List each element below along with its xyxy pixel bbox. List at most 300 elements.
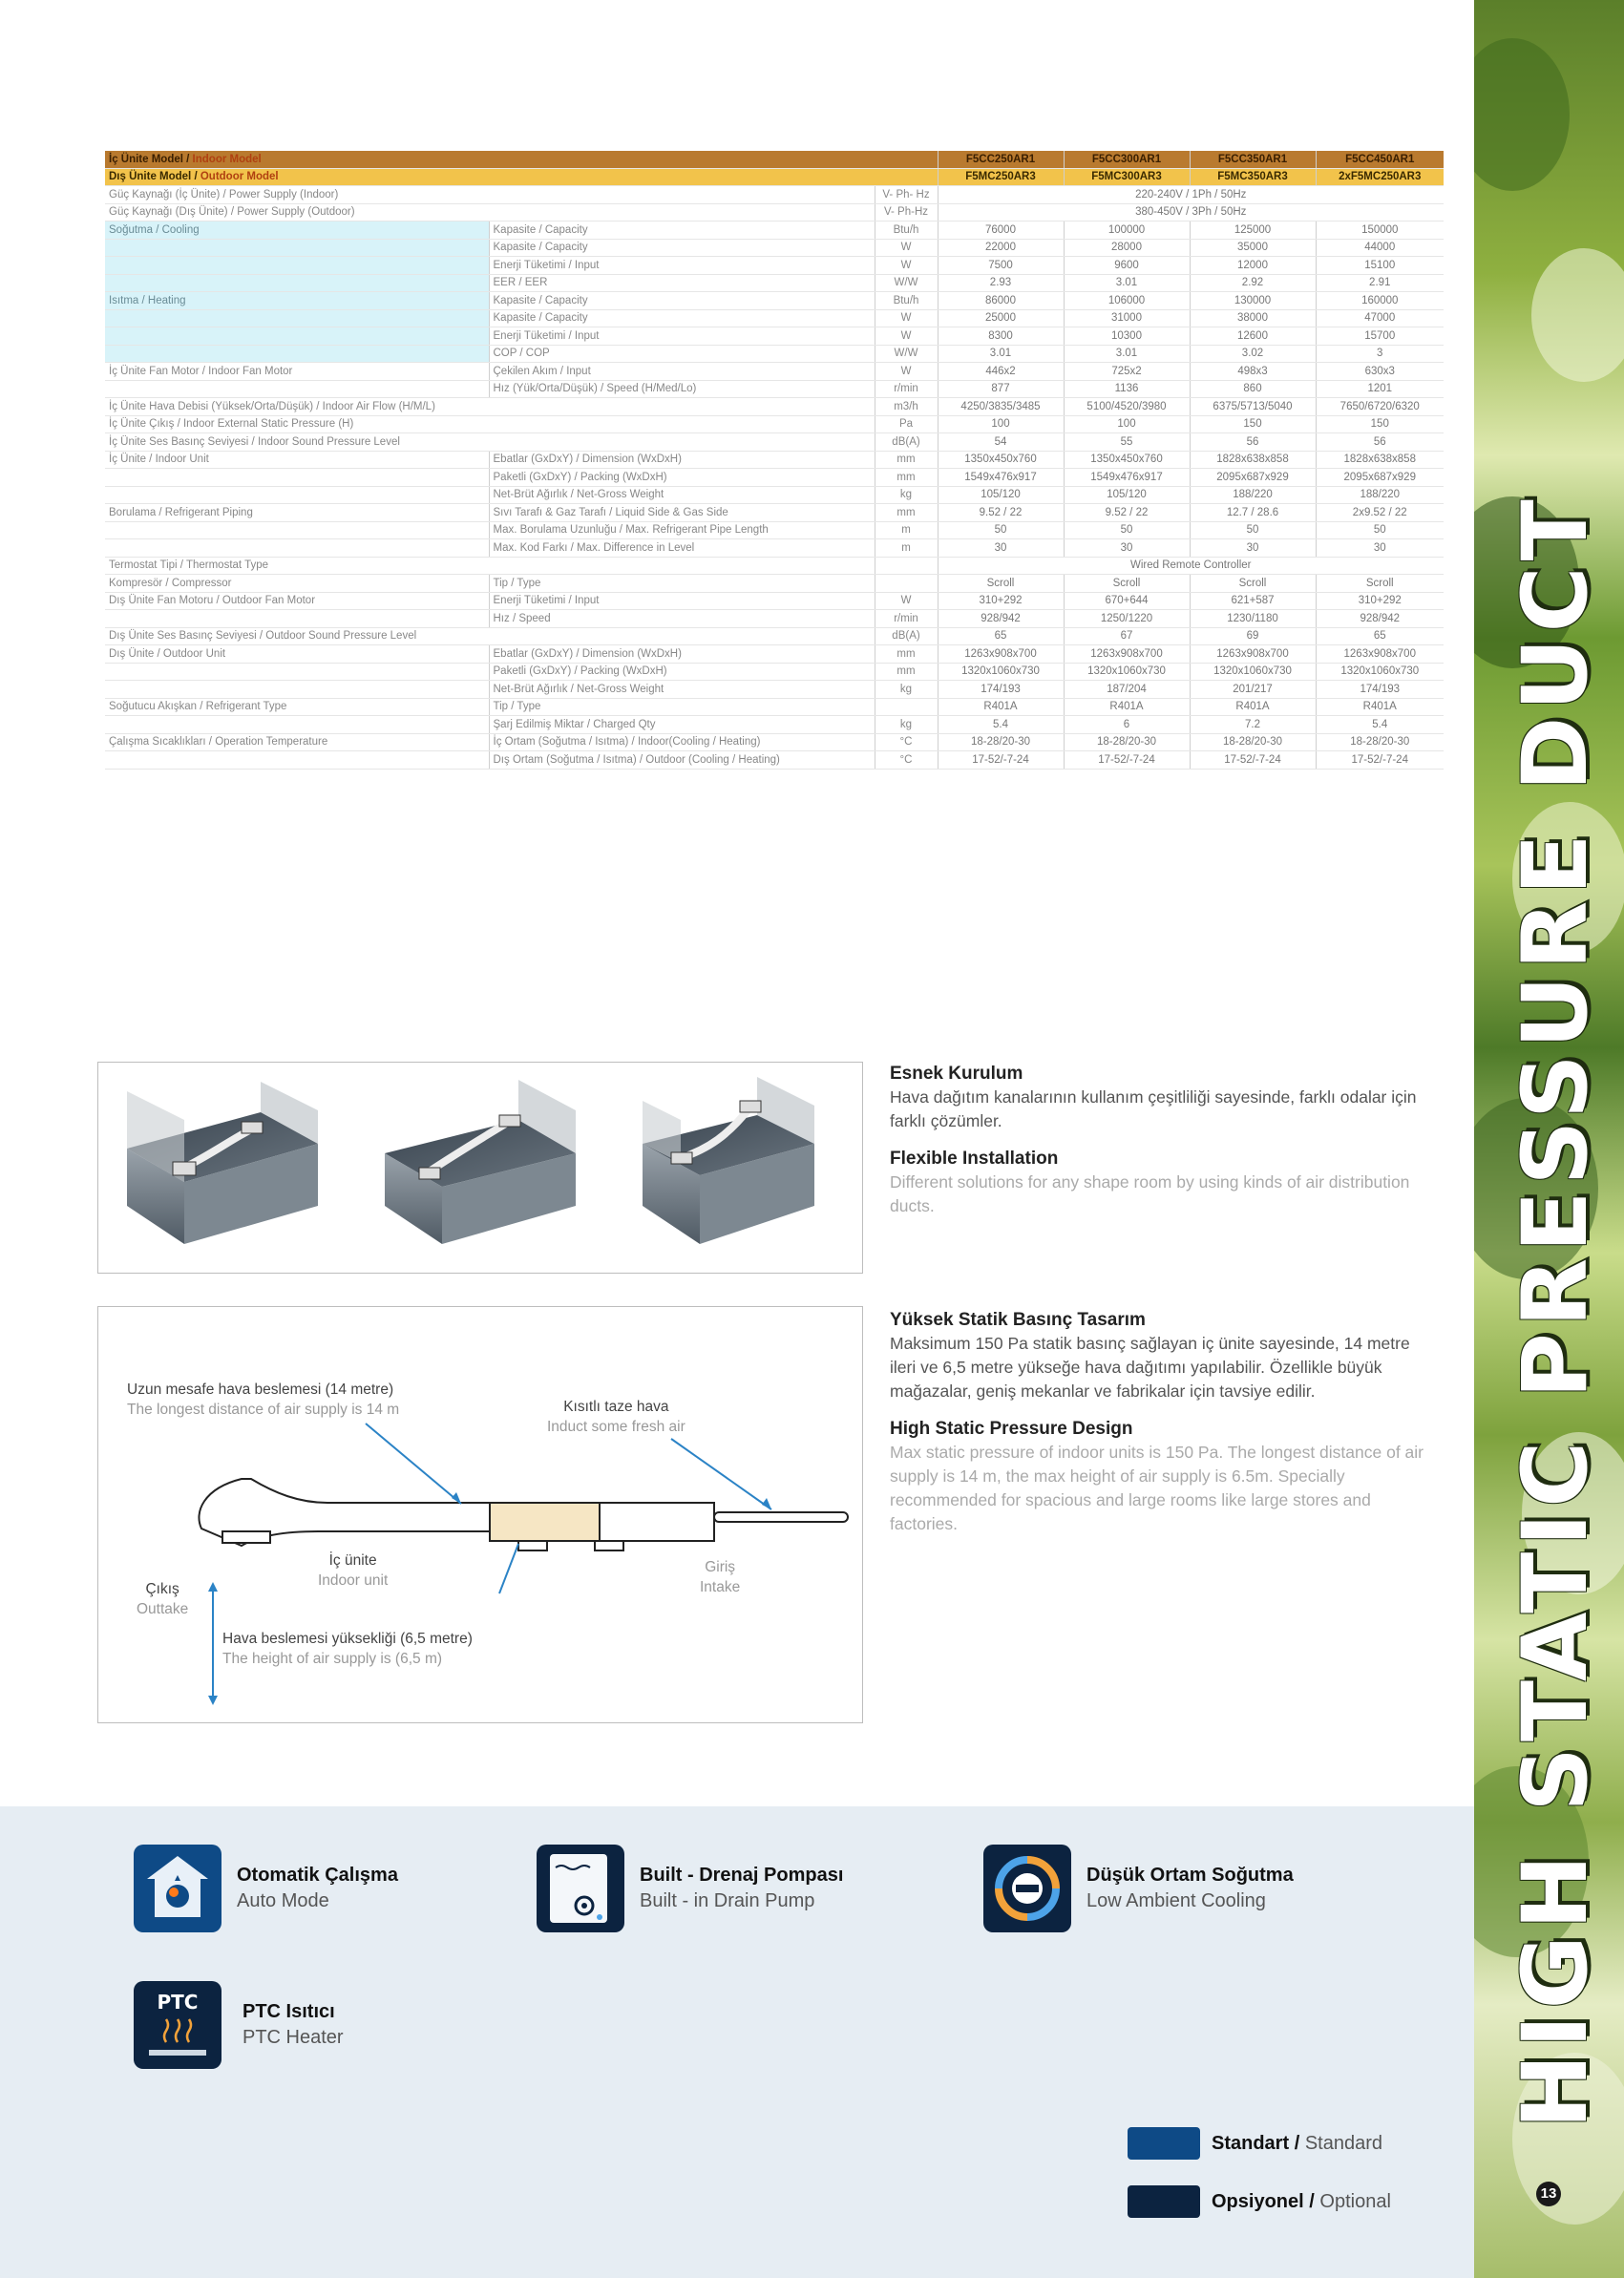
spec-unit-cell: °C bbox=[875, 733, 938, 751]
spec-value-cell: 130000 bbox=[1190, 292, 1316, 310]
indoor-model-4: F5CC450AR1 bbox=[1316, 151, 1444, 168]
spec-value-cell: 100 bbox=[938, 415, 1064, 433]
flex-text-tr: Hava dağıtım kanalarının kullanım çeşitliliği sayesinde, farklı odalar için farklı çözümler. bbox=[890, 1087, 1417, 1130]
spec-group-cell: Kompresör / Compressor bbox=[105, 575, 489, 593]
spec-param-cell: Şarj Edilmiş Miktar / Charged Qty bbox=[489, 716, 875, 734]
spec-unit-cell: W bbox=[875, 309, 938, 327]
spec-group-cell bbox=[105, 469, 489, 487]
spec-value-cell: 5.4 bbox=[1316, 716, 1444, 734]
long-distance-en: The longest distance of air supply is 14 m bbox=[127, 1402, 400, 1418]
spec-value-cell: 65 bbox=[938, 627, 1064, 645]
spec-group-cell bbox=[105, 521, 489, 539]
indoor-model-3: F5CC350AR1 bbox=[1190, 151, 1316, 168]
spec-group-cell: Dış Ünite / Outdoor Unit bbox=[105, 645, 489, 664]
spec-value-cell: 630x3 bbox=[1316, 363, 1444, 381]
spec-row bbox=[105, 716, 1444, 734]
spec-row bbox=[105, 274, 1444, 292]
spec-value-cell: 35000 bbox=[1190, 239, 1316, 257]
spec-value-cell: 310+292 bbox=[1316, 592, 1444, 610]
spec-value-cell: 160000 bbox=[1316, 292, 1444, 310]
spec-table bbox=[105, 151, 1444, 770]
spec-row bbox=[105, 221, 1444, 240]
spec-unit-cell: mm bbox=[875, 645, 938, 664]
spec-param-cell: Ebatlar (GxDxY) / Dimension (WxDxH) bbox=[489, 451, 875, 469]
spec-group-cell bbox=[105, 239, 489, 257]
intake-label bbox=[700, 1557, 740, 1597]
spec-param-cell: Max. Borulama Uzunluğu / Max. Refrigerant Pipe Length bbox=[489, 521, 875, 539]
air-height-en: The height of air supply is (6,5 m) bbox=[222, 1651, 443, 1667]
spec-value-cell: 1263x908x700 bbox=[1190, 645, 1316, 664]
spec-value-cell: 1263x908x700 bbox=[938, 645, 1064, 664]
spec-value-cell: 31000 bbox=[1064, 309, 1190, 327]
spec-value-cell: 1263x908x700 bbox=[1064, 645, 1190, 664]
spec-value-cell: 7500 bbox=[938, 257, 1064, 275]
spec-value-cell: R401A bbox=[1316, 698, 1444, 716]
duct-box-3 bbox=[643, 1077, 814, 1244]
spec-group-cell: Soğutucu Akışkan / Refrigerant Type bbox=[105, 698, 489, 716]
spec-param-cell: Kapasite / Capacity bbox=[489, 309, 875, 327]
spec-value-cell: 188/220 bbox=[1316, 486, 1444, 504]
spec-value-cell: 1828x638x858 bbox=[1316, 451, 1444, 469]
spec-value-cell: 670+644 bbox=[1064, 592, 1190, 610]
flexible-installation-illustration bbox=[97, 1062, 863, 1274]
spec-unit-cell: r/min bbox=[875, 610, 938, 628]
spec-value-cell: 30 bbox=[1316, 539, 1444, 558]
spec-param-cell: Tip / Type bbox=[489, 575, 875, 593]
spec-group-cell bbox=[105, 257, 489, 275]
outdoor-model-1: F5MC250AR3 bbox=[938, 168, 1064, 186]
spec-unit-cell: dB(A) bbox=[875, 433, 938, 452]
air-height-label bbox=[222, 1629, 473, 1669]
intake-tr: Giriş bbox=[705, 1559, 736, 1575]
spec-value-cell: 2.93 bbox=[938, 274, 1064, 292]
spec-group-cell: Güç Kaynağı (İç Ünite) / Power Supply (Indoor) bbox=[105, 186, 875, 204]
spec-unit-cell: dB(A) bbox=[875, 627, 938, 645]
spec-value-cell: 150000 bbox=[1316, 221, 1444, 240]
spec-row bbox=[105, 327, 1444, 346]
air-height-tr: Hava beslemesi yüksekliği (6,5 metre) bbox=[222, 1631, 473, 1647]
spec-param-cell: Kapasite / Capacity bbox=[489, 239, 875, 257]
spec-value-cell: 6375/5713/5040 bbox=[1190, 398, 1316, 416]
spec-param-cell: Sıvı Tarafı & Gaz Tarafı / Liquid Side & Gas Side bbox=[489, 504, 875, 522]
feature-ptc-heater bbox=[134, 1981, 344, 2069]
static-text-en: Max static pressure of indoor units is 150 Pa. The longest distance of air supply is 14 m, the max height of air supply is 6.5m. Specially recommended for spacious and large rooms like large stores and factories. bbox=[890, 1443, 1424, 1533]
feature-auto-mode bbox=[134, 1845, 398, 1932]
spec-param-cell: Max. Kod Farkı / Max. Difference in Level bbox=[489, 539, 875, 558]
spec-value-cell: 44000 bbox=[1316, 239, 1444, 257]
spec-value-cell: 30 bbox=[1064, 539, 1190, 558]
fresh-air-tr: Kısıtlı taze hava bbox=[563, 1399, 669, 1415]
outdoor-model-2: F5MC300AR3 bbox=[1064, 168, 1190, 186]
spec-unit-cell: mm bbox=[875, 663, 938, 681]
spec-param-cell: Hız (Yük/Orta/Düşük) / Speed (H/Med/Lo) bbox=[489, 380, 875, 398]
spec-value-cell: 621+587 bbox=[1190, 592, 1316, 610]
spec-unit-cell: Btu/h bbox=[875, 292, 938, 310]
spec-group-cell bbox=[105, 380, 489, 398]
spec-value-cell: 2095x687x929 bbox=[1316, 469, 1444, 487]
feature-low-ambient bbox=[983, 1845, 1294, 1932]
spec-value-cell: 1320x1060x730 bbox=[938, 663, 1064, 681]
spec-group-cell: İç Ünite / Indoor Unit bbox=[105, 451, 489, 469]
indoor-unit-en: Indoor unit bbox=[318, 1572, 389, 1589]
low-ambient-title: Düşük Ortam Soğutma bbox=[1086, 1865, 1294, 1886]
spec-row bbox=[105, 627, 1444, 645]
flexible-installation-text bbox=[890, 1062, 1424, 1218]
spec-value-cell: 69 bbox=[1190, 627, 1316, 645]
spec-value-cell: 12600 bbox=[1190, 327, 1316, 346]
spec-value-cell: 446x2 bbox=[938, 363, 1064, 381]
spec-value-cell: 67 bbox=[1064, 627, 1190, 645]
duct-box-1 bbox=[127, 1082, 318, 1244]
spec-value-cell: 1250/1220 bbox=[1064, 610, 1190, 628]
drain-pump-title: Built - Drenaj Pompası bbox=[640, 1865, 844, 1886]
spec-unit-cell: mm bbox=[875, 451, 938, 469]
legend-standard-tr: Standart bbox=[1212, 2132, 1290, 2154]
spec-row bbox=[105, 663, 1444, 681]
spec-value-cell: 105/120 bbox=[1064, 486, 1190, 504]
spec-value-cell: 174/193 bbox=[938, 681, 1064, 699]
outtake-label bbox=[137, 1579, 188, 1619]
spec-value-cell: 1320x1060x730 bbox=[1316, 663, 1444, 681]
spec-group-cell: Isıtma / Heating bbox=[105, 292, 489, 310]
spec-group-cell bbox=[105, 309, 489, 327]
spec-row bbox=[105, 433, 1444, 452]
header-outdoor-tr: Dış Ünite Model / bbox=[109, 171, 198, 183]
spec-unit-cell: W bbox=[875, 257, 938, 275]
spec-unit-cell: V- Ph- Hz bbox=[875, 186, 938, 204]
spec-row bbox=[105, 415, 1444, 433]
spec-unit-cell: mm bbox=[875, 469, 938, 487]
indoor-unit-label bbox=[318, 1550, 388, 1591]
spec-value-cell: 47000 bbox=[1316, 309, 1444, 327]
spec-param-cell: İç Ortam (Soğutma / Isıtma) / Indoor(Cooling / Heating) bbox=[489, 733, 875, 751]
spec-value-cell: 17-52/-7-24 bbox=[938, 751, 1064, 770]
spec-row bbox=[105, 592, 1444, 610]
spec-unit-cell: kg bbox=[875, 716, 938, 734]
spec-param-cell: COP / COP bbox=[489, 345, 875, 363]
spec-param-cell: Paketli (GxDxY) / Packing (WxDxH) bbox=[489, 469, 875, 487]
spec-value-cell: 860 bbox=[1190, 380, 1316, 398]
spec-group-cell: İç Ünite Hava Debisi (Yüksek/Orta/Düşük) / Indoor Air Flow (H/M/L) bbox=[105, 398, 875, 416]
spec-param-cell: Net-Brüt Ağırlık / Net-Gross Weight bbox=[489, 681, 875, 699]
ptc-heater-title: PTC Isıtıcı bbox=[243, 2001, 335, 2022]
ptc-heater-icon bbox=[134, 1981, 221, 2069]
spec-value-cell: 15100 bbox=[1316, 257, 1444, 275]
flex-title-en: Flexible Installation bbox=[890, 1149, 1059, 1169]
spec-value-cell: 1320x1060x730 bbox=[1190, 663, 1316, 681]
spec-row bbox=[105, 539, 1444, 558]
ptc-heater-subtitle: PTC Heater bbox=[243, 2027, 344, 2048]
spec-value-cell: 725x2 bbox=[1064, 363, 1190, 381]
spec-value-cell: 150 bbox=[1316, 415, 1444, 433]
spec-value-cell: R401A bbox=[938, 698, 1064, 716]
spec-value-cell: 498x3 bbox=[1190, 363, 1316, 381]
spec-param-cell: EER / EER bbox=[489, 274, 875, 292]
spec-row bbox=[105, 186, 1444, 204]
spec-value-cell: 188/220 bbox=[1190, 486, 1316, 504]
spec-value-cell: 12000 bbox=[1190, 257, 1316, 275]
spec-unit-cell: m3/h bbox=[875, 398, 938, 416]
static-title-en: High Static Pressure Design bbox=[890, 1419, 1133, 1439]
auto-mode-subtitle: Auto Mode bbox=[237, 1890, 329, 1911]
spec-row bbox=[105, 698, 1444, 716]
legend-optional-swatch bbox=[1128, 2185, 1200, 2218]
features-panel bbox=[0, 1806, 1474, 2278]
spec-row bbox=[105, 610, 1444, 628]
spec-group-cell bbox=[105, 274, 489, 292]
spec-group-cell bbox=[105, 327, 489, 346]
spec-value-cell: 9.52 / 22 bbox=[938, 504, 1064, 522]
spec-value-cell: 1350x450x760 bbox=[1064, 451, 1190, 469]
spec-row bbox=[105, 380, 1444, 398]
spec-value-cell: 2x9.52 / 22 bbox=[1316, 504, 1444, 522]
spec-group-cell bbox=[105, 486, 489, 504]
spec-unit-cell: m bbox=[875, 521, 938, 539]
spec-value-cell: 18-28/20-30 bbox=[1190, 733, 1316, 751]
spec-value-cell: 100 bbox=[1064, 415, 1190, 433]
spec-value-cell: 17-52/-7-24 bbox=[1316, 751, 1444, 770]
spec-param-cell: Tip / Type bbox=[489, 698, 875, 716]
spec-value-cell: 50 bbox=[1064, 521, 1190, 539]
spec-value-cell: R401A bbox=[1190, 698, 1316, 716]
indoor-model-2: F5CC300AR1 bbox=[1064, 151, 1190, 168]
spec-value-cell: 1549x476x917 bbox=[938, 469, 1064, 487]
spec-value-cell: 2095x687x929 bbox=[1190, 469, 1316, 487]
spec-value-cell: 9.52 / 22 bbox=[1064, 504, 1190, 522]
spec-value-cell: 50 bbox=[938, 521, 1064, 539]
intake-en: Intake bbox=[700, 1579, 741, 1595]
spec-row bbox=[105, 345, 1444, 363]
spec-unit-cell: Btu/h bbox=[875, 221, 938, 240]
spec-value-cell: Scroll bbox=[938, 575, 1064, 593]
spec-unit-cell: kg bbox=[875, 681, 938, 699]
flex-text-en: Different solutions for any shape room by using kinds of air distribution ducts. bbox=[890, 1172, 1410, 1215]
spec-value-cell: 3.01 bbox=[1064, 274, 1190, 292]
spec-value-cell: 7650/6720/6320 bbox=[1316, 398, 1444, 416]
vertical-title: HIGH STATIC PRESSURE DUCT bbox=[1504, 494, 1608, 2129]
spec-value-cell: 38000 bbox=[1190, 309, 1316, 327]
spec-value-cell: 86000 bbox=[938, 292, 1064, 310]
spec-unit-cell: kg bbox=[875, 486, 938, 504]
spec-group-cell bbox=[105, 751, 489, 770]
spec-value-cell: 174/193 bbox=[1316, 681, 1444, 699]
spec-row bbox=[105, 486, 1444, 504]
spec-value-cell: 310+292 bbox=[938, 592, 1064, 610]
spec-row bbox=[105, 751, 1444, 770]
static-title-tr: Yüksek Statik Basınç Tasarım bbox=[890, 1310, 1146, 1330]
spec-span-value: 220-240V / 1Ph / 50Hz bbox=[938, 186, 1444, 204]
spec-value-cell: 7.2 bbox=[1190, 716, 1316, 734]
spec-group-cell bbox=[105, 539, 489, 558]
spec-value-cell: 56 bbox=[1316, 433, 1444, 452]
spec-value-cell: 3.01 bbox=[938, 345, 1064, 363]
spec-value-cell: 30 bbox=[1190, 539, 1316, 558]
spec-group-cell bbox=[105, 610, 489, 628]
spec-row bbox=[105, 203, 1444, 221]
indoor-model-1: F5CC250AR1 bbox=[938, 151, 1064, 168]
spec-row bbox=[105, 504, 1444, 522]
spec-value-cell: 150 bbox=[1190, 415, 1316, 433]
spec-row bbox=[105, 239, 1444, 257]
spec-unit-cell: r/min bbox=[875, 380, 938, 398]
legend-optional-tr: Opsiyonel bbox=[1212, 2190, 1304, 2212]
spec-value-cell: 3.01 bbox=[1064, 345, 1190, 363]
spec-row bbox=[105, 292, 1444, 310]
spec-value-cell: 1230/1180 bbox=[1190, 610, 1316, 628]
spec-unit-cell bbox=[875, 575, 938, 593]
spec-value-cell: 18-28/20-30 bbox=[938, 733, 1064, 751]
fresh-air-en: Induct some fresh air bbox=[547, 1419, 685, 1435]
outtake-en: Outtake bbox=[137, 1601, 189, 1617]
spec-unit-cell: W/W bbox=[875, 274, 938, 292]
spec-row bbox=[105, 681, 1444, 699]
spec-value-cell: 12.7 / 28.6 bbox=[1190, 504, 1316, 522]
spec-unit-cell: W/W bbox=[875, 345, 938, 363]
legend-optional: Opsiyonel / Optional bbox=[1128, 2185, 1391, 2218]
low-ambient-subtitle: Low Ambient Cooling bbox=[1086, 1890, 1266, 1911]
spec-unit-cell: V- Ph-Hz bbox=[875, 203, 938, 221]
spec-value-cell: 877 bbox=[938, 380, 1064, 398]
spec-value-cell: 1201 bbox=[1316, 380, 1444, 398]
spec-value-cell: Scroll bbox=[1316, 575, 1444, 593]
spec-row bbox=[105, 575, 1444, 593]
spec-value-cell: 4250/3835/3485 bbox=[938, 398, 1064, 416]
spec-value-cell: 100000 bbox=[1064, 221, 1190, 240]
legend-standard-en: Standard bbox=[1304, 2132, 1382, 2154]
spec-param-cell: Enerji Tüketimi / Input bbox=[489, 592, 875, 610]
spec-value-cell: Scroll bbox=[1064, 575, 1190, 593]
header-indoor-en: Indoor Model bbox=[192, 153, 262, 165]
spec-group-cell bbox=[105, 663, 489, 681]
spec-value-cell: 9600 bbox=[1064, 257, 1190, 275]
spec-value-cell: 76000 bbox=[938, 221, 1064, 240]
spec-group-cell bbox=[105, 716, 489, 734]
spec-value-cell: 1549x476x917 bbox=[1064, 469, 1190, 487]
header-row-indoor bbox=[105, 151, 1444, 168]
spec-value-cell: 17-52/-7-24 bbox=[1064, 751, 1190, 770]
legend-optional-en: Optional bbox=[1319, 2190, 1391, 2212]
spec-value-cell: 18-28/20-30 bbox=[1064, 733, 1190, 751]
spec-group-cell bbox=[105, 345, 489, 363]
auto-mode-title: Otomatik Çalışma bbox=[237, 1865, 398, 1886]
spec-group-cell: Termostat Tipi / Thermostat Type bbox=[105, 557, 875, 575]
outtake-tr: Çıkış bbox=[145, 1581, 179, 1597]
spec-row bbox=[105, 521, 1444, 539]
spec-value-cell: 22000 bbox=[938, 239, 1064, 257]
spec-value-cell: 54 bbox=[938, 433, 1064, 452]
spec-group-cell: Güç Kaynağı (Dış Ünite) / Power Supply (Outdoor) bbox=[105, 203, 875, 221]
drain-pump-icon bbox=[537, 1845, 624, 1932]
spec-row bbox=[105, 557, 1444, 575]
spec-row bbox=[105, 257, 1444, 275]
spec-value-cell: 50 bbox=[1316, 521, 1444, 539]
spec-row bbox=[105, 451, 1444, 469]
spec-value-cell: 10300 bbox=[1064, 327, 1190, 346]
spec-group-cell: Dış Ünite Fan Motoru / Outdoor Fan Motor bbox=[105, 592, 489, 610]
spec-value-cell: 1263x908x700 bbox=[1316, 645, 1444, 664]
header-outdoor-en: Outdoor Model bbox=[200, 171, 279, 183]
spec-value-cell: 105/120 bbox=[938, 486, 1064, 504]
header-indoor-tr: İç Ünite Model / bbox=[109, 153, 190, 165]
legend-standard: Standart / Standard bbox=[1128, 2127, 1382, 2160]
spec-value-cell: 1320x1060x730 bbox=[1064, 663, 1190, 681]
low-ambient-cooling-icon bbox=[983, 1845, 1071, 1932]
spec-value-cell: 6 bbox=[1064, 716, 1190, 734]
spec-value-cell: 2.91 bbox=[1316, 274, 1444, 292]
spec-unit-cell: °C bbox=[875, 751, 938, 770]
long-distance-tr: Uzun mesafe hava beslemesi (14 metre) bbox=[127, 1382, 394, 1398]
spec-value-cell: Scroll bbox=[1190, 575, 1316, 593]
legend-standard-swatch bbox=[1128, 2127, 1200, 2160]
spec-unit-cell: Pa bbox=[875, 415, 938, 433]
auto-mode-icon bbox=[134, 1845, 221, 1932]
feature-drain-pump bbox=[537, 1845, 843, 1932]
spec-value-cell: 28000 bbox=[1064, 239, 1190, 257]
spec-value-cell: 50 bbox=[1190, 521, 1316, 539]
spec-value-cell: 1136 bbox=[1064, 380, 1190, 398]
spec-value-cell: 18-28/20-30 bbox=[1316, 733, 1444, 751]
duct-box-2 bbox=[385, 1080, 576, 1244]
spec-group-cell: Borulama / Refrigerant Piping bbox=[105, 504, 489, 522]
spec-value-cell: R401A bbox=[1064, 698, 1190, 716]
spec-param-cell: Net-Brüt Ağırlık / Net-Gross Weight bbox=[489, 486, 875, 504]
spec-group-cell: İç Ünite Çıkış / Indoor External Static Pressure (H) bbox=[105, 415, 875, 433]
spec-param-cell: Paketli (GxDxY) / Packing (WxDxH) bbox=[489, 663, 875, 681]
outdoor-model-4: 2xF5MC250AR3 bbox=[1316, 168, 1444, 186]
spec-value-cell: 1350x450x760 bbox=[938, 451, 1064, 469]
spec-span-value: 380-450V / 3Ph / 50Hz bbox=[938, 203, 1444, 221]
spec-unit-cell: W bbox=[875, 239, 938, 257]
spec-group-cell: Çalışma Sıcaklıkları / Operation Temperature bbox=[105, 733, 489, 751]
fresh-air-label bbox=[547, 1397, 685, 1437]
flex-title-tr: Esnek Kurulum bbox=[890, 1064, 1023, 1084]
spec-param-cell: Kapasite / Capacity bbox=[489, 292, 875, 310]
spec-unit-cell: W bbox=[875, 592, 938, 610]
spec-value-cell: 125000 bbox=[1190, 221, 1316, 240]
spec-unit-cell: mm bbox=[875, 504, 938, 522]
spec-param-cell: Ebatlar (GxDxY) / Dimension (WxDxH) bbox=[489, 645, 875, 664]
ptc-icon-label: PTC bbox=[157, 1991, 199, 2014]
spec-group-cell bbox=[105, 681, 489, 699]
spec-param-cell: Çekilen Akım / Input bbox=[489, 363, 875, 381]
spec-group-cell: Soğutma / Cooling bbox=[105, 221, 489, 240]
high-static-text bbox=[890, 1308, 1424, 1536]
outdoor-model-3: F5MC350AR3 bbox=[1190, 168, 1316, 186]
spec-value-cell: 5.4 bbox=[938, 716, 1064, 734]
spec-unit-cell: W bbox=[875, 363, 938, 381]
spec-group-cell: İç Ünite Ses Basınç Seviyesi / Indoor Sound Pressure Level bbox=[105, 433, 875, 452]
spec-row bbox=[105, 645, 1444, 664]
spec-value-cell: 30 bbox=[938, 539, 1064, 558]
spec-value-cell: 928/942 bbox=[1316, 610, 1444, 628]
spec-unit-cell: m bbox=[875, 539, 938, 558]
spec-value-cell: 8300 bbox=[938, 327, 1064, 346]
air-supply-diagram bbox=[97, 1306, 863, 1723]
spec-param-cell: Enerji Tüketimi / Input bbox=[489, 257, 875, 275]
spec-unit-cell bbox=[875, 698, 938, 716]
spec-value-cell: 55 bbox=[1064, 433, 1190, 452]
page-number: 13 bbox=[1536, 2182, 1561, 2206]
spec-param-cell: Dış Ortam (Soğutma / Isıtma) / Outdoor (Cooling / Heating) bbox=[489, 751, 875, 770]
spec-value-cell: 65 bbox=[1316, 627, 1444, 645]
spec-row bbox=[105, 469, 1444, 487]
spec-value-cell: 25000 bbox=[938, 309, 1064, 327]
spec-row bbox=[105, 309, 1444, 327]
spec-value-cell: 3.02 bbox=[1190, 345, 1316, 363]
spec-value-cell: 187/204 bbox=[1064, 681, 1190, 699]
spec-value-cell: 56 bbox=[1190, 433, 1316, 452]
spec-param-cell: Enerji Tüketimi / Input bbox=[489, 327, 875, 346]
